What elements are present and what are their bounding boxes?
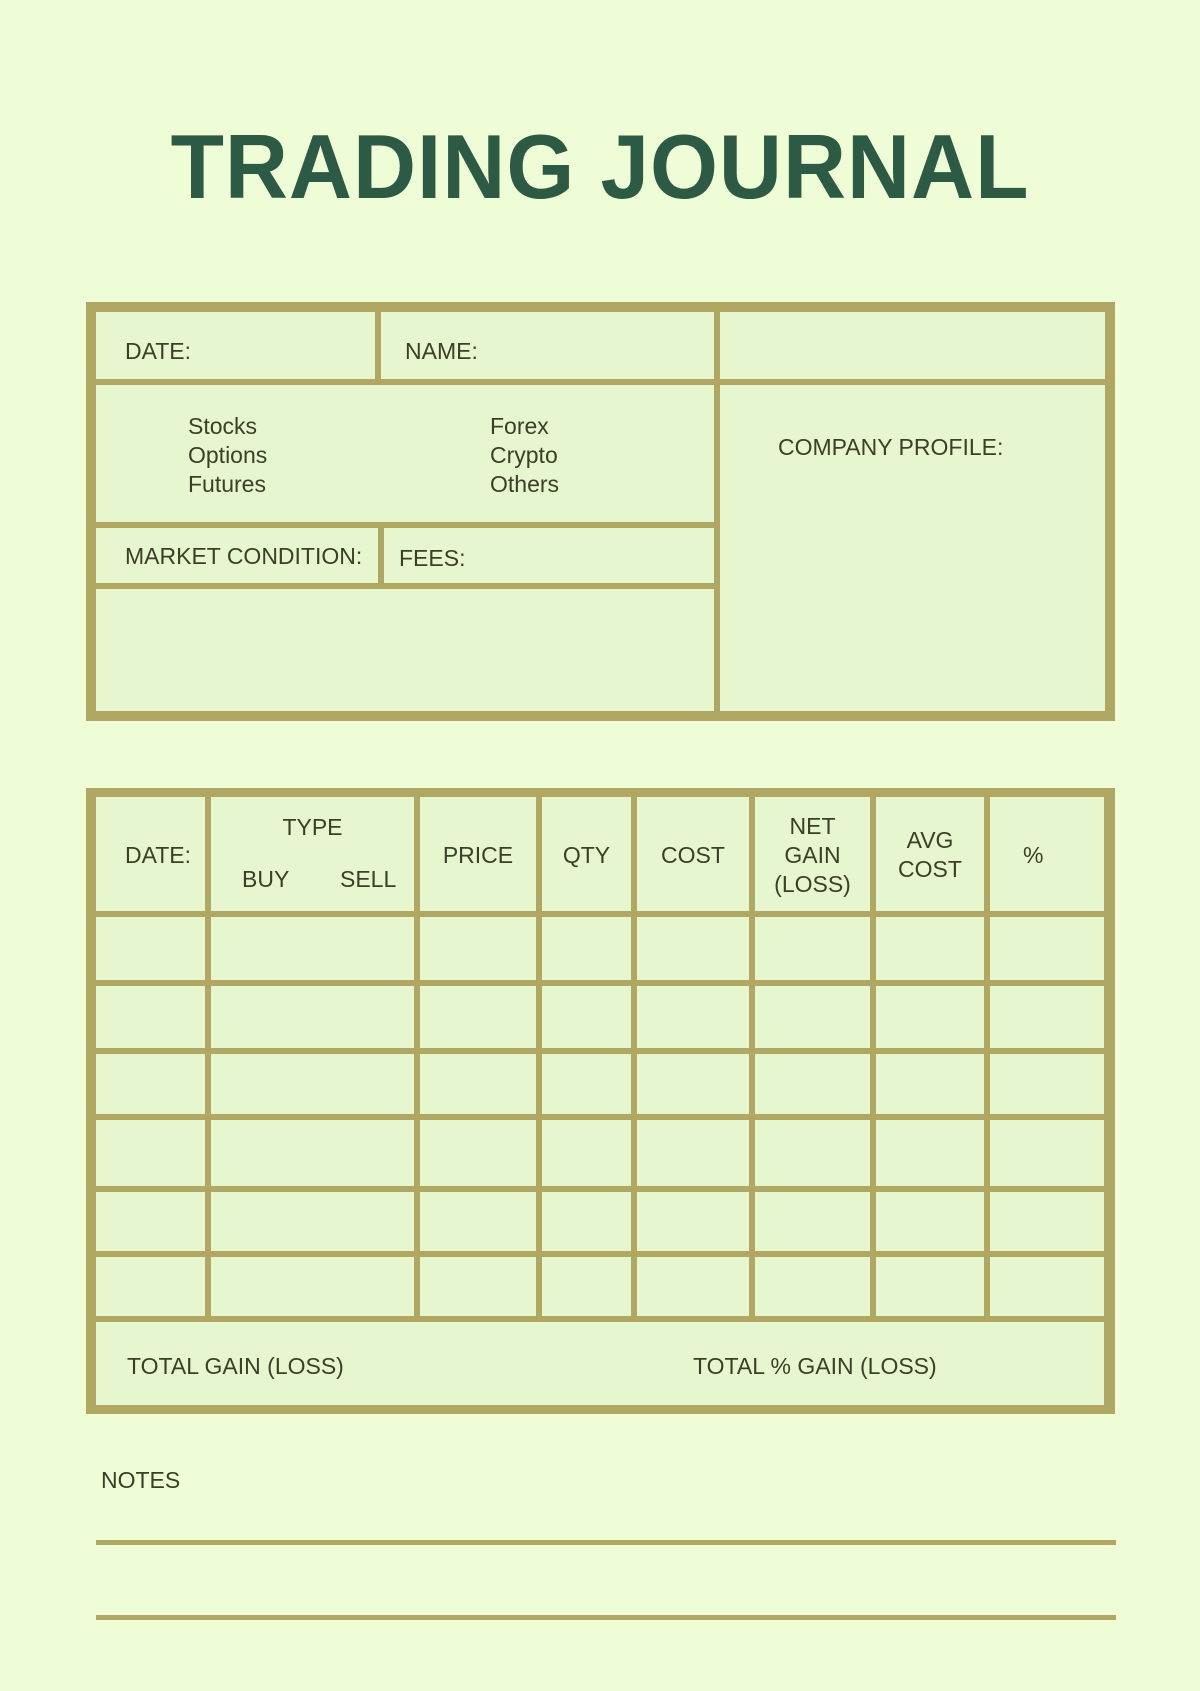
page-title: TRADING JOURNAL — [170, 117, 1030, 218]
header-percent — [990, 797, 1104, 911]
header-net-gain-label-3: (LOSS) — [774, 871, 851, 897]
total-gain-label: TOTAL GAIN (LOSS) — [127, 1353, 344, 1379]
date-field[interactable] — [96, 312, 375, 379]
header-date — [96, 797, 205, 911]
fees-field[interactable] — [384, 528, 714, 583]
name-field[interactable] — [381, 312, 714, 379]
header-buy-label: BUY — [242, 866, 290, 892]
instrument-option-futures[interactable]: Futures — [188, 471, 266, 497]
header-avg-cost — [876, 797, 984, 911]
company-profile-label: COMPANY PROFILE: — [778, 434, 1004, 460]
notes-label: NOTES — [101, 1467, 181, 1493]
instrument-option-stocks[interactable]: Stocks — [188, 413, 258, 439]
header-type — [211, 797, 414, 911]
company-profile-field[interactable] — [720, 385, 1105, 711]
header-price-label: PRICE — [442, 842, 514, 868]
market-notes-field[interactable] — [96, 589, 714, 711]
market-condition-field[interactable] — [96, 528, 378, 583]
header-cost — [637, 797, 749, 911]
notes-line-2[interactable] — [96, 1560, 1116, 1618]
instrument-option-forex[interactable]: Forex — [490, 413, 549, 439]
header-avg-cost-label-1: AVG — [906, 827, 954, 853]
header-blank-field[interactable] — [720, 312, 1105, 379]
notes-rule — [96, 1540, 1116, 1545]
header-net-gain — [755, 797, 870, 911]
header-date-label: DATE: — [125, 842, 192, 868]
total-percent-gain-label: TOTAL % GAIN (LOSS) — [693, 1353, 937, 1379]
instrument-option-options[interactable]: Options — [188, 442, 268, 468]
instrument-option-crypto[interactable]: Crypto — [490, 442, 558, 468]
header-avg-cost-label-2: COST — [898, 856, 962, 882]
total-gain-field[interactable] — [96, 1322, 656, 1405]
header-net-gain-label-1: NET — [789, 813, 836, 839]
header-percent-label: % — [1023, 842, 1044, 868]
header-type-label: TYPE — [282, 814, 343, 840]
header-cost-label: COST — [661, 842, 725, 868]
table-row[interactable] — [96, 1054, 1104, 1114]
instrument-type-options — [96, 385, 714, 522]
date-label: DATE: — [125, 338, 192, 364]
header-price — [420, 797, 536, 911]
market-condition-label: MARKET CONDITION: — [125, 543, 363, 569]
table-row[interactable] — [96, 1257, 1104, 1316]
header-net-gain-label-2: GAIN — [784, 842, 841, 868]
header-qty — [542, 797, 631, 911]
name-label: NAME: — [405, 338, 478, 364]
total-percent-gain-field[interactable] — [656, 1322, 1104, 1405]
table-row[interactable] — [96, 1120, 1104, 1186]
table-row[interactable] — [96, 917, 1104, 980]
fees-label: FEES: — [399, 545, 466, 571]
header-sell-label: SELL — [340, 866, 397, 892]
table-row[interactable] — [96, 986, 1104, 1048]
notes-rule — [96, 1615, 1116, 1620]
header-qty-label: QTY — [562, 842, 611, 868]
table-row[interactable] — [96, 1192, 1104, 1251]
instrument-option-others[interactable]: Others — [490, 471, 560, 497]
notes-line-1[interactable] — [96, 1490, 1116, 1545]
